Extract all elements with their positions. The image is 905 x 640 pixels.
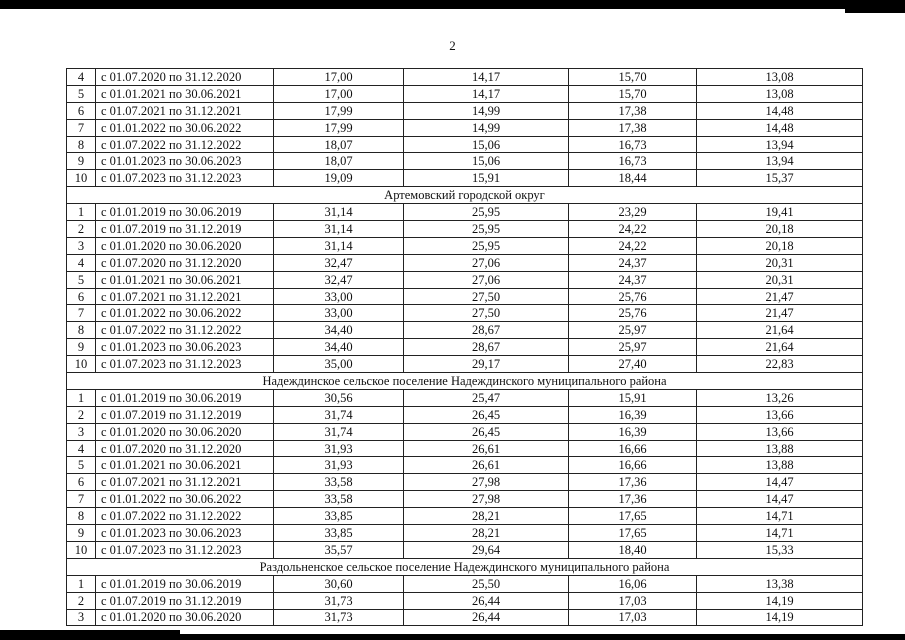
table-row [67,423,863,440]
value-cell-1: 18,07 [274,153,404,170]
table-row [67,322,863,339]
table-row [67,525,863,542]
value-cell-1: 31,14 [274,221,404,238]
value-cell-3: 24,22 [569,237,697,254]
value-cell-4: 13,66 [697,406,863,423]
value-cell-3: 17,36 [569,491,697,508]
table-row [67,153,863,170]
table-row [67,356,863,373]
period-cell: с 01.01.2019 по 30.06.2019 [96,204,274,221]
value-cell-2: 25,50 [404,575,569,592]
value-cell-4: 13,66 [697,423,863,440]
value-cell-2: 25,95 [404,221,569,238]
row-number: 10 [67,541,96,558]
row-number: 2 [67,592,96,609]
period-cell: с 01.01.2023 по 30.06.2023 [96,525,274,542]
table-row [67,237,863,254]
table-row [67,305,863,322]
value-cell-4: 14,71 [697,508,863,525]
value-cell-2: 28,67 [404,339,569,356]
row-number: 4 [67,254,96,271]
period-cell: с 01.01.2023 по 30.06.2023 [96,153,274,170]
page-number: 2 [449,38,456,53]
table-row [67,474,863,491]
value-cell-2: 15,06 [404,136,569,153]
value-cell-1: 33,58 [274,491,404,508]
value-cell-2: 25,95 [404,237,569,254]
value-cell-2: 27,98 [404,474,569,491]
value-cell-4: 20,18 [697,237,863,254]
table-row [67,592,863,609]
value-cell-4: 13,08 [697,85,863,102]
table-row [67,389,863,406]
period-cell: с 01.07.2022 по 31.12.2022 [96,508,274,525]
value-cell-3: 18,44 [569,170,697,187]
value-cell-3: 17,38 [569,119,697,136]
section-title: Надеждинское сельское поселение Надеждинского муниципального района [67,373,863,390]
value-cell-2: 14,17 [404,85,569,102]
value-cell-1: 31,74 [274,406,404,423]
section-title: Раздольненское сельское поселение Надеждинского муниципального района [67,558,863,575]
row-number: 9 [67,153,96,170]
row-number: 3 [67,237,96,254]
value-cell-4: 13,94 [697,136,863,153]
value-cell-4: 14,71 [697,525,863,542]
value-cell-4: 21,64 [697,322,863,339]
value-cell-1: 31,74 [274,423,404,440]
table-row [67,609,863,626]
value-cell-4: 22,83 [697,356,863,373]
row-number: 4 [67,440,96,457]
table-row [67,271,863,288]
value-cell-1: 17,99 [274,119,404,136]
value-cell-2: 25,95 [404,204,569,221]
period-cell: с 01.01.2022 по 30.06.2022 [96,305,274,322]
row-number: 9 [67,525,96,542]
row-number: 2 [67,406,96,423]
row-number: 6 [67,474,96,491]
value-cell-4: 20,18 [697,221,863,238]
value-cell-2: 14,99 [404,102,569,119]
period-cell: с 01.01.2020 по 30.06.2020 [96,609,274,626]
value-cell-4: 13,38 [697,575,863,592]
value-cell-1: 34,40 [274,339,404,356]
row-number: 8 [67,322,96,339]
value-cell-1: 31,93 [274,440,404,457]
table-row [67,288,863,305]
row-number: 6 [67,102,96,119]
value-cell-1: 34,40 [274,322,404,339]
value-cell-2: 28,67 [404,322,569,339]
period-cell: с 01.01.2019 по 30.06.2019 [96,389,274,406]
value-cell-4: 21,47 [697,305,863,322]
value-cell-4: 15,33 [697,541,863,558]
value-cell-3: 25,76 [569,288,697,305]
value-cell-4: 14,19 [697,609,863,626]
row-number: 10 [67,170,96,187]
period-cell: с 01.07.2019 по 31.12.2019 [96,592,274,609]
value-cell-1: 31,73 [274,609,404,626]
value-cell-1: 35,57 [274,541,404,558]
value-cell-4: 20,31 [697,271,863,288]
row-number: 4 [67,69,96,86]
row-number: 3 [67,609,96,626]
value-cell-3: 17,03 [569,609,697,626]
table-row [67,440,863,457]
value-cell-3: 16,66 [569,440,697,457]
value-cell-2: 29,17 [404,356,569,373]
value-cell-1: 35,00 [274,356,404,373]
value-cell-2: 26,45 [404,423,569,440]
value-cell-1: 33,00 [274,288,404,305]
section-row [67,187,863,204]
value-cell-4: 14,47 [697,491,863,508]
value-cell-1: 31,93 [274,457,404,474]
value-cell-3: 25,97 [569,339,697,356]
scan-edge-bottom [0,634,905,640]
value-cell-3: 16,66 [569,457,697,474]
row-number: 5 [67,85,96,102]
value-cell-1: 30,60 [274,575,404,592]
table-row [67,406,863,423]
value-cell-1: 30,56 [274,389,404,406]
period-cell: с 01.07.2021 по 31.12.2021 [96,474,274,491]
value-cell-4: 14,48 [697,119,863,136]
value-cell-1: 33,00 [274,305,404,322]
value-cell-2: 26,44 [404,592,569,609]
value-cell-1: 18,07 [274,136,404,153]
row-number: 9 [67,339,96,356]
value-cell-1: 31,73 [274,592,404,609]
value-cell-1: 33,85 [274,508,404,525]
period-cell: с 01.07.2023 по 31.12.2023 [96,541,274,558]
value-cell-4: 21,47 [697,288,863,305]
period-cell: с 01.07.2023 по 31.12.2023 [96,356,274,373]
period-cell: с 01.01.2020 по 30.06.2020 [96,237,274,254]
period-cell: с 01.01.2023 по 30.06.2023 [96,339,274,356]
section-title: Артемовский городской округ [67,187,863,204]
value-cell-1: 19,09 [274,170,404,187]
table-row [67,508,863,525]
row-number: 6 [67,288,96,305]
table-row [67,457,863,474]
value-cell-3: 16,06 [569,575,697,592]
value-cell-2: 26,61 [404,440,569,457]
value-cell-4: 14,47 [697,474,863,491]
value-cell-3: 16,73 [569,136,697,153]
value-cell-2: 15,91 [404,170,569,187]
period-cell: с 01.01.2022 по 30.06.2022 [96,491,274,508]
value-cell-1: 32,47 [274,271,404,288]
value-cell-2: 27,50 [404,305,569,322]
value-cell-3: 15,91 [569,389,697,406]
period-cell: с 01.01.2021 по 30.06.2021 [96,271,274,288]
value-cell-2: 27,98 [404,491,569,508]
row-number: 7 [67,491,96,508]
value-cell-3: 17,65 [569,508,697,525]
value-cell-4: 13,26 [697,389,863,406]
table-row [67,204,863,221]
row-number: 3 [67,423,96,440]
table-row [67,170,863,187]
period-cell: с 01.07.2021 по 31.12.2021 [96,288,274,305]
value-cell-2: 25,47 [404,389,569,406]
value-cell-2: 27,06 [404,271,569,288]
value-cell-3: 15,70 [569,69,697,86]
period-cell: с 01.07.2022 по 31.12.2022 [96,322,274,339]
section-row [67,558,863,575]
value-cell-4: 14,19 [697,592,863,609]
table-row [67,339,863,356]
value-cell-2: 29,64 [404,541,569,558]
value-cell-4: 13,88 [697,440,863,457]
value-cell-3: 27,40 [569,356,697,373]
row-number: 1 [67,575,96,592]
table-row [67,69,863,86]
period-cell: с 01.07.2020 по 31.12.2020 [96,254,274,271]
value-cell-3: 17,38 [569,102,697,119]
value-cell-3: 25,76 [569,305,697,322]
value-cell-3: 17,36 [569,474,697,491]
tariff-table-body [67,69,863,626]
row-number: 5 [67,271,96,288]
period-cell: с 01.07.2023 по 31.12.2023 [96,170,274,187]
value-cell-4: 13,88 [697,457,863,474]
tariff-table [66,68,863,626]
row-number: 1 [67,204,96,221]
value-cell-3: 24,22 [569,221,697,238]
table-row [67,491,863,508]
value-cell-3: 24,37 [569,254,697,271]
table-row [67,136,863,153]
value-cell-1: 33,58 [274,474,404,491]
row-number: 8 [67,508,96,525]
row-number: 8 [67,136,96,153]
value-cell-1: 32,47 [274,254,404,271]
value-cell-1: 17,00 [274,69,404,86]
period-cell: с 01.01.2021 по 30.06.2021 [96,85,274,102]
table-row [67,541,863,558]
value-cell-1: 17,00 [274,85,404,102]
value-cell-4: 21,64 [697,339,863,356]
value-cell-3: 25,97 [569,322,697,339]
row-number: 1 [67,389,96,406]
value-cell-1: 31,14 [274,204,404,221]
row-number: 7 [67,119,96,136]
value-cell-3: 17,65 [569,525,697,542]
value-cell-2: 15,06 [404,153,569,170]
period-cell: с 01.07.2019 по 31.12.2019 [96,406,274,423]
period-cell: с 01.07.2020 по 31.12.2020 [96,69,274,86]
value-cell-2: 26,45 [404,406,569,423]
value-cell-2: 26,61 [404,457,569,474]
value-cell-4: 15,37 [697,170,863,187]
period-cell: с 01.07.2020 по 31.12.2020 [96,440,274,457]
value-cell-3: 23,29 [569,204,697,221]
value-cell-3: 24,37 [569,271,697,288]
value-cell-2: 26,44 [404,609,569,626]
row-number: 5 [67,457,96,474]
row-number: 10 [67,356,96,373]
value-cell-4: 19,41 [697,204,863,221]
value-cell-2: 14,17 [404,69,569,86]
period-cell: с 01.01.2022 по 30.06.2022 [96,119,274,136]
value-cell-3: 16,39 [569,406,697,423]
section-row [67,373,863,390]
value-cell-4: 20,31 [697,254,863,271]
value-cell-4: 14,48 [697,102,863,119]
value-cell-4: 13,94 [697,153,863,170]
value-cell-1: 17,99 [274,102,404,119]
value-cell-3: 17,03 [569,592,697,609]
table-row [67,102,863,119]
row-number: 7 [67,305,96,322]
value-cell-2: 27,50 [404,288,569,305]
value-cell-4: 13,08 [697,69,863,86]
period-cell: с 01.07.2019 по 31.12.2019 [96,221,274,238]
row-number: 2 [67,221,96,238]
table-row [67,575,863,592]
value-cell-3: 16,73 [569,153,697,170]
period-cell: с 01.01.2019 по 30.06.2019 [96,575,274,592]
period-cell: с 01.07.2022 по 31.12.2022 [96,136,274,153]
value-cell-1: 33,85 [274,525,404,542]
value-cell-3: 16,39 [569,423,697,440]
value-cell-2: 27,06 [404,254,569,271]
value-cell-1: 31,14 [274,237,404,254]
value-cell-2: 28,21 [404,508,569,525]
scan-edge-top [0,0,905,9]
period-cell: с 01.01.2021 по 30.06.2021 [96,457,274,474]
table-row [67,221,863,238]
table-row [67,85,863,102]
value-cell-2: 14,99 [404,119,569,136]
period-cell: с 01.01.2020 по 30.06.2020 [96,423,274,440]
table-row [67,119,863,136]
table-row [67,254,863,271]
value-cell-2: 28,21 [404,525,569,542]
value-cell-3: 15,70 [569,85,697,102]
value-cell-3: 18,40 [569,541,697,558]
period-cell: с 01.07.2021 по 31.12.2021 [96,102,274,119]
